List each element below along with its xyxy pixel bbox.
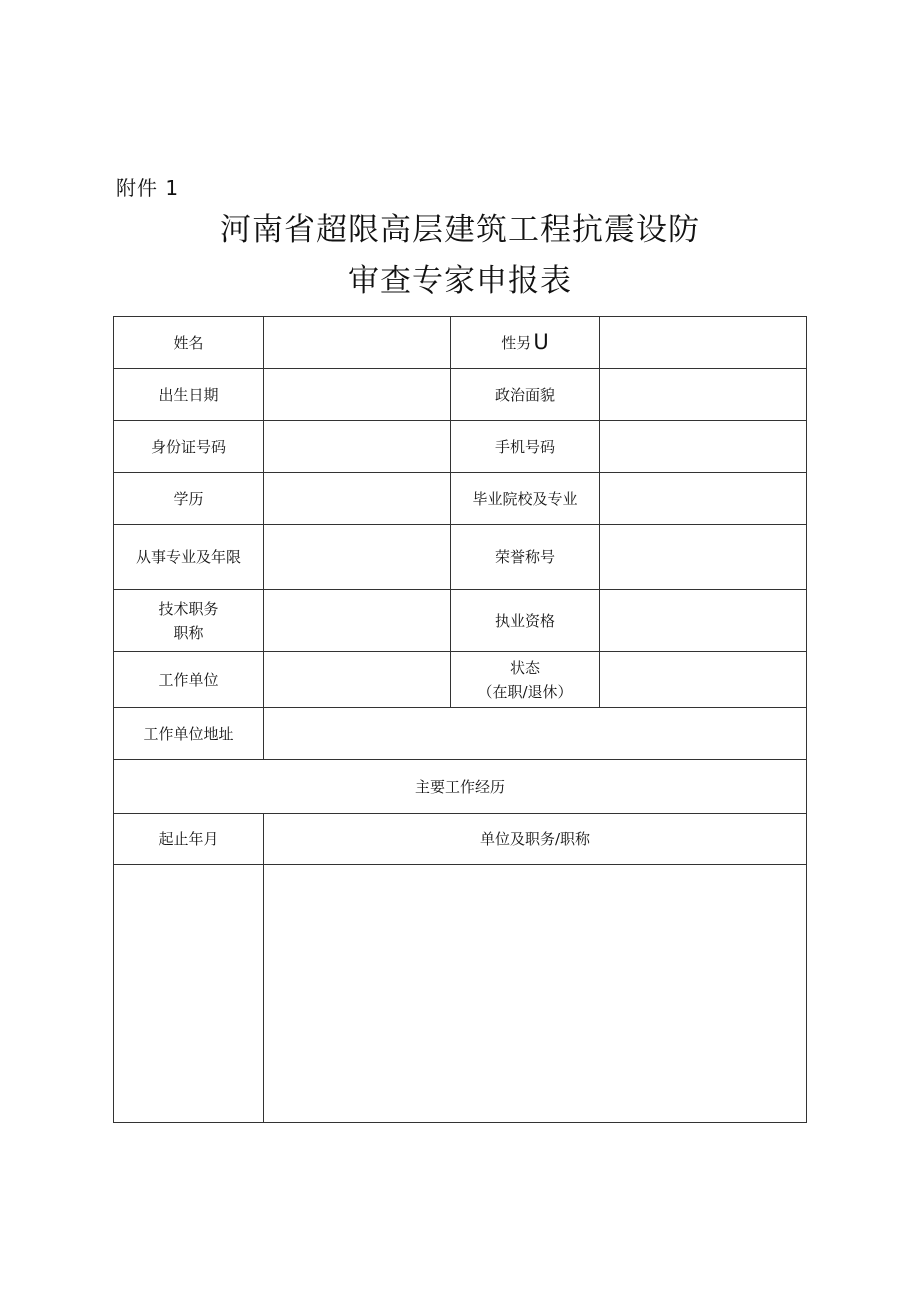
- employer-address-label: 工作单位地址: [114, 708, 264, 760]
- id-number-field[interactable]: [264, 421, 451, 473]
- practice-qualification-label: 执业资格: [451, 590, 600, 652]
- period-entries-field[interactable]: [114, 865, 264, 1123]
- attachment-label: 附件 1: [116, 176, 180, 200]
- birth-date-label: 出生日期: [114, 369, 264, 421]
- form-row-birth: [114, 369, 807, 421]
- honor-title-label: 荣誉称号: [451, 525, 600, 590]
- gender-label-cell: [451, 317, 600, 369]
- status-label-line2: （在职/退休）: [477, 682, 573, 701]
- form-row-id: [114, 421, 807, 473]
- birth-date-field[interactable]: [264, 369, 451, 421]
- gender-label: 性另: [501, 334, 532, 352]
- form-row-tech-title: [114, 590, 807, 652]
- unit-position-column-label: 单位及职务/职称: [264, 814, 807, 865]
- form-row-profession: [114, 525, 807, 590]
- gender-mark: U: [533, 330, 549, 354]
- mobile-label: 手机号码: [451, 421, 600, 473]
- tech-title-label-line1: 技术职务: [158, 599, 219, 618]
- profession-years-label: 从事专业及年限: [114, 525, 264, 590]
- name-field[interactable]: [264, 317, 451, 369]
- political-status-field[interactable]: [600, 369, 807, 421]
- status-label-cell: [451, 652, 600, 708]
- tech-title-label-cell: [114, 590, 264, 652]
- employer-label: 工作单位: [114, 652, 264, 708]
- profession-years-field[interactable]: [264, 525, 451, 590]
- name-label: 姓名: [114, 317, 264, 369]
- unit-position-entries-field[interactable]: [264, 865, 807, 1123]
- mobile-field[interactable]: [600, 421, 807, 473]
- gender-field[interactable]: [600, 317, 807, 369]
- form-row-address: [114, 708, 807, 760]
- tech-title-label-line2: 职称: [173, 623, 204, 642]
- honor-title-field[interactable]: [600, 525, 807, 590]
- practice-qualification-field[interactable]: [600, 590, 807, 652]
- status-field[interactable]: [600, 652, 807, 708]
- application-form-table: [113, 316, 807, 1123]
- form-title-line2: 审查专家申报表: [348, 263, 572, 299]
- form-title-line1: 河南省超限高层建筑工程抗震设防: [220, 212, 700, 248]
- form-row-history-columns: [114, 814, 807, 865]
- school-major-label: 毕业院校及专业: [451, 473, 600, 525]
- work-history-header: 主要工作经历: [114, 760, 807, 814]
- id-number-label: 身份证号码: [114, 421, 264, 473]
- education-field[interactable]: [264, 473, 451, 525]
- period-column-label: 起止年月: [114, 814, 264, 865]
- school-major-field[interactable]: [600, 473, 807, 525]
- status-label-line1: 状态: [509, 658, 540, 677]
- political-status-label: 政治面貌: [451, 369, 600, 421]
- form-row-employer: [114, 652, 807, 708]
- employer-address-field[interactable]: [264, 708, 807, 760]
- form-row-education: [114, 473, 807, 525]
- form-row-name: [114, 317, 807, 369]
- form-row-history-header: [114, 760, 807, 814]
- employer-field[interactable]: [264, 652, 451, 708]
- tech-title-field[interactable]: [264, 590, 451, 652]
- form-row-history-entries: [114, 865, 807, 1123]
- education-label: 学历: [114, 473, 264, 525]
